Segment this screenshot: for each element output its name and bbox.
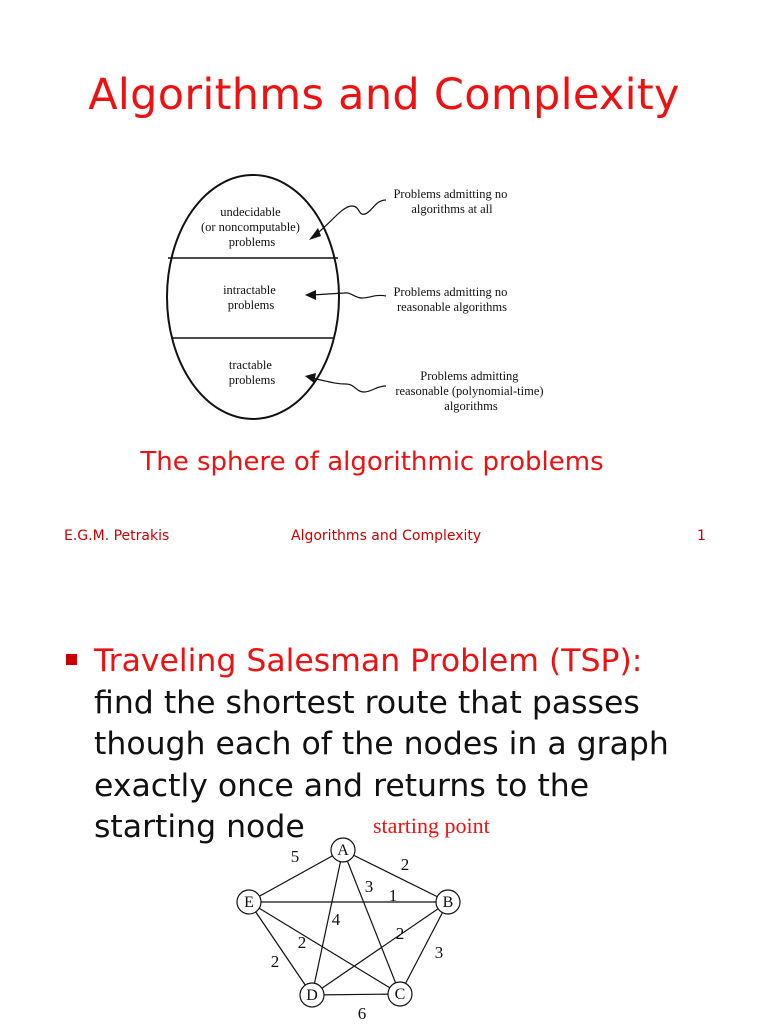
graph-node-c (388, 982, 412, 1006)
footer-course: Algorithms and Complexity (291, 528, 482, 544)
graph-node-a (331, 838, 355, 862)
graph-edge-e-c (249, 902, 400, 994)
annotation-polynomial-algorithms: Problems admitting reasonable (polynomial-time) algorithms (395, 369, 544, 413)
graph-edge-d-c (312, 994, 400, 995)
edge-weight-label: 3 (434, 943, 444, 962)
node-label: B (442, 894, 454, 911)
graph-edges (249, 850, 448, 995)
node-label: D (306, 987, 318, 1004)
edge-weight-label: 2 (400, 855, 410, 874)
graph-node-b (436, 890, 460, 914)
annotation-no-algorithms: Problems admitting no algorithms at all (393, 187, 508, 216)
region-undecidable: undecidable (or noncomputable) problems (200, 205, 300, 249)
region-tractable: tractable problems (228, 358, 276, 387)
edge-weight-label: 3 (364, 877, 374, 896)
region-intractable: intractable problems (223, 283, 276, 312)
edge-weight-label: 2 (395, 924, 405, 943)
footer-author: E.G.M. Petrakis (64, 528, 170, 544)
node-label: E (244, 894, 254, 911)
tsp-description-line: starting node (94, 809, 305, 845)
slide-title: Algorithms and Complexity (88, 70, 680, 120)
starting-point-label: starting point (373, 813, 490, 838)
edge-weight-label: 6 (357, 1004, 367, 1023)
edge-weight-label: 2 (297, 933, 307, 952)
graph-node-e (237, 890, 261, 914)
edge-weight-label: 2 (270, 952, 280, 971)
footer-page-number: 1 (697, 528, 706, 544)
diagram-caption: The sphere of algorithmic problems (140, 447, 604, 477)
edge-weight-label: 1 (388, 886, 398, 905)
tsp-description-line: exactly once and returns to the (94, 767, 590, 804)
edge-weight-label: 5 (290, 847, 300, 866)
graph-edge-a-c (343, 850, 400, 994)
annotation-no-reasonable-algorithms: Problems admitting no reasonable algorithms (393, 285, 508, 314)
tsp-heading: Traveling Salesman Problem (TSP): (94, 643, 643, 679)
edge-weight-label: 4 (331, 910, 341, 929)
tsp-description-line: though each of the nodes in a graph (94, 726, 669, 762)
tsp-description-line: find the shortest route that passes (94, 684, 640, 721)
graph-weights (271, 847, 444, 1023)
node-label: C (394, 986, 406, 1003)
node-label: A (337, 842, 349, 859)
graph-node-d (300, 983, 324, 1007)
